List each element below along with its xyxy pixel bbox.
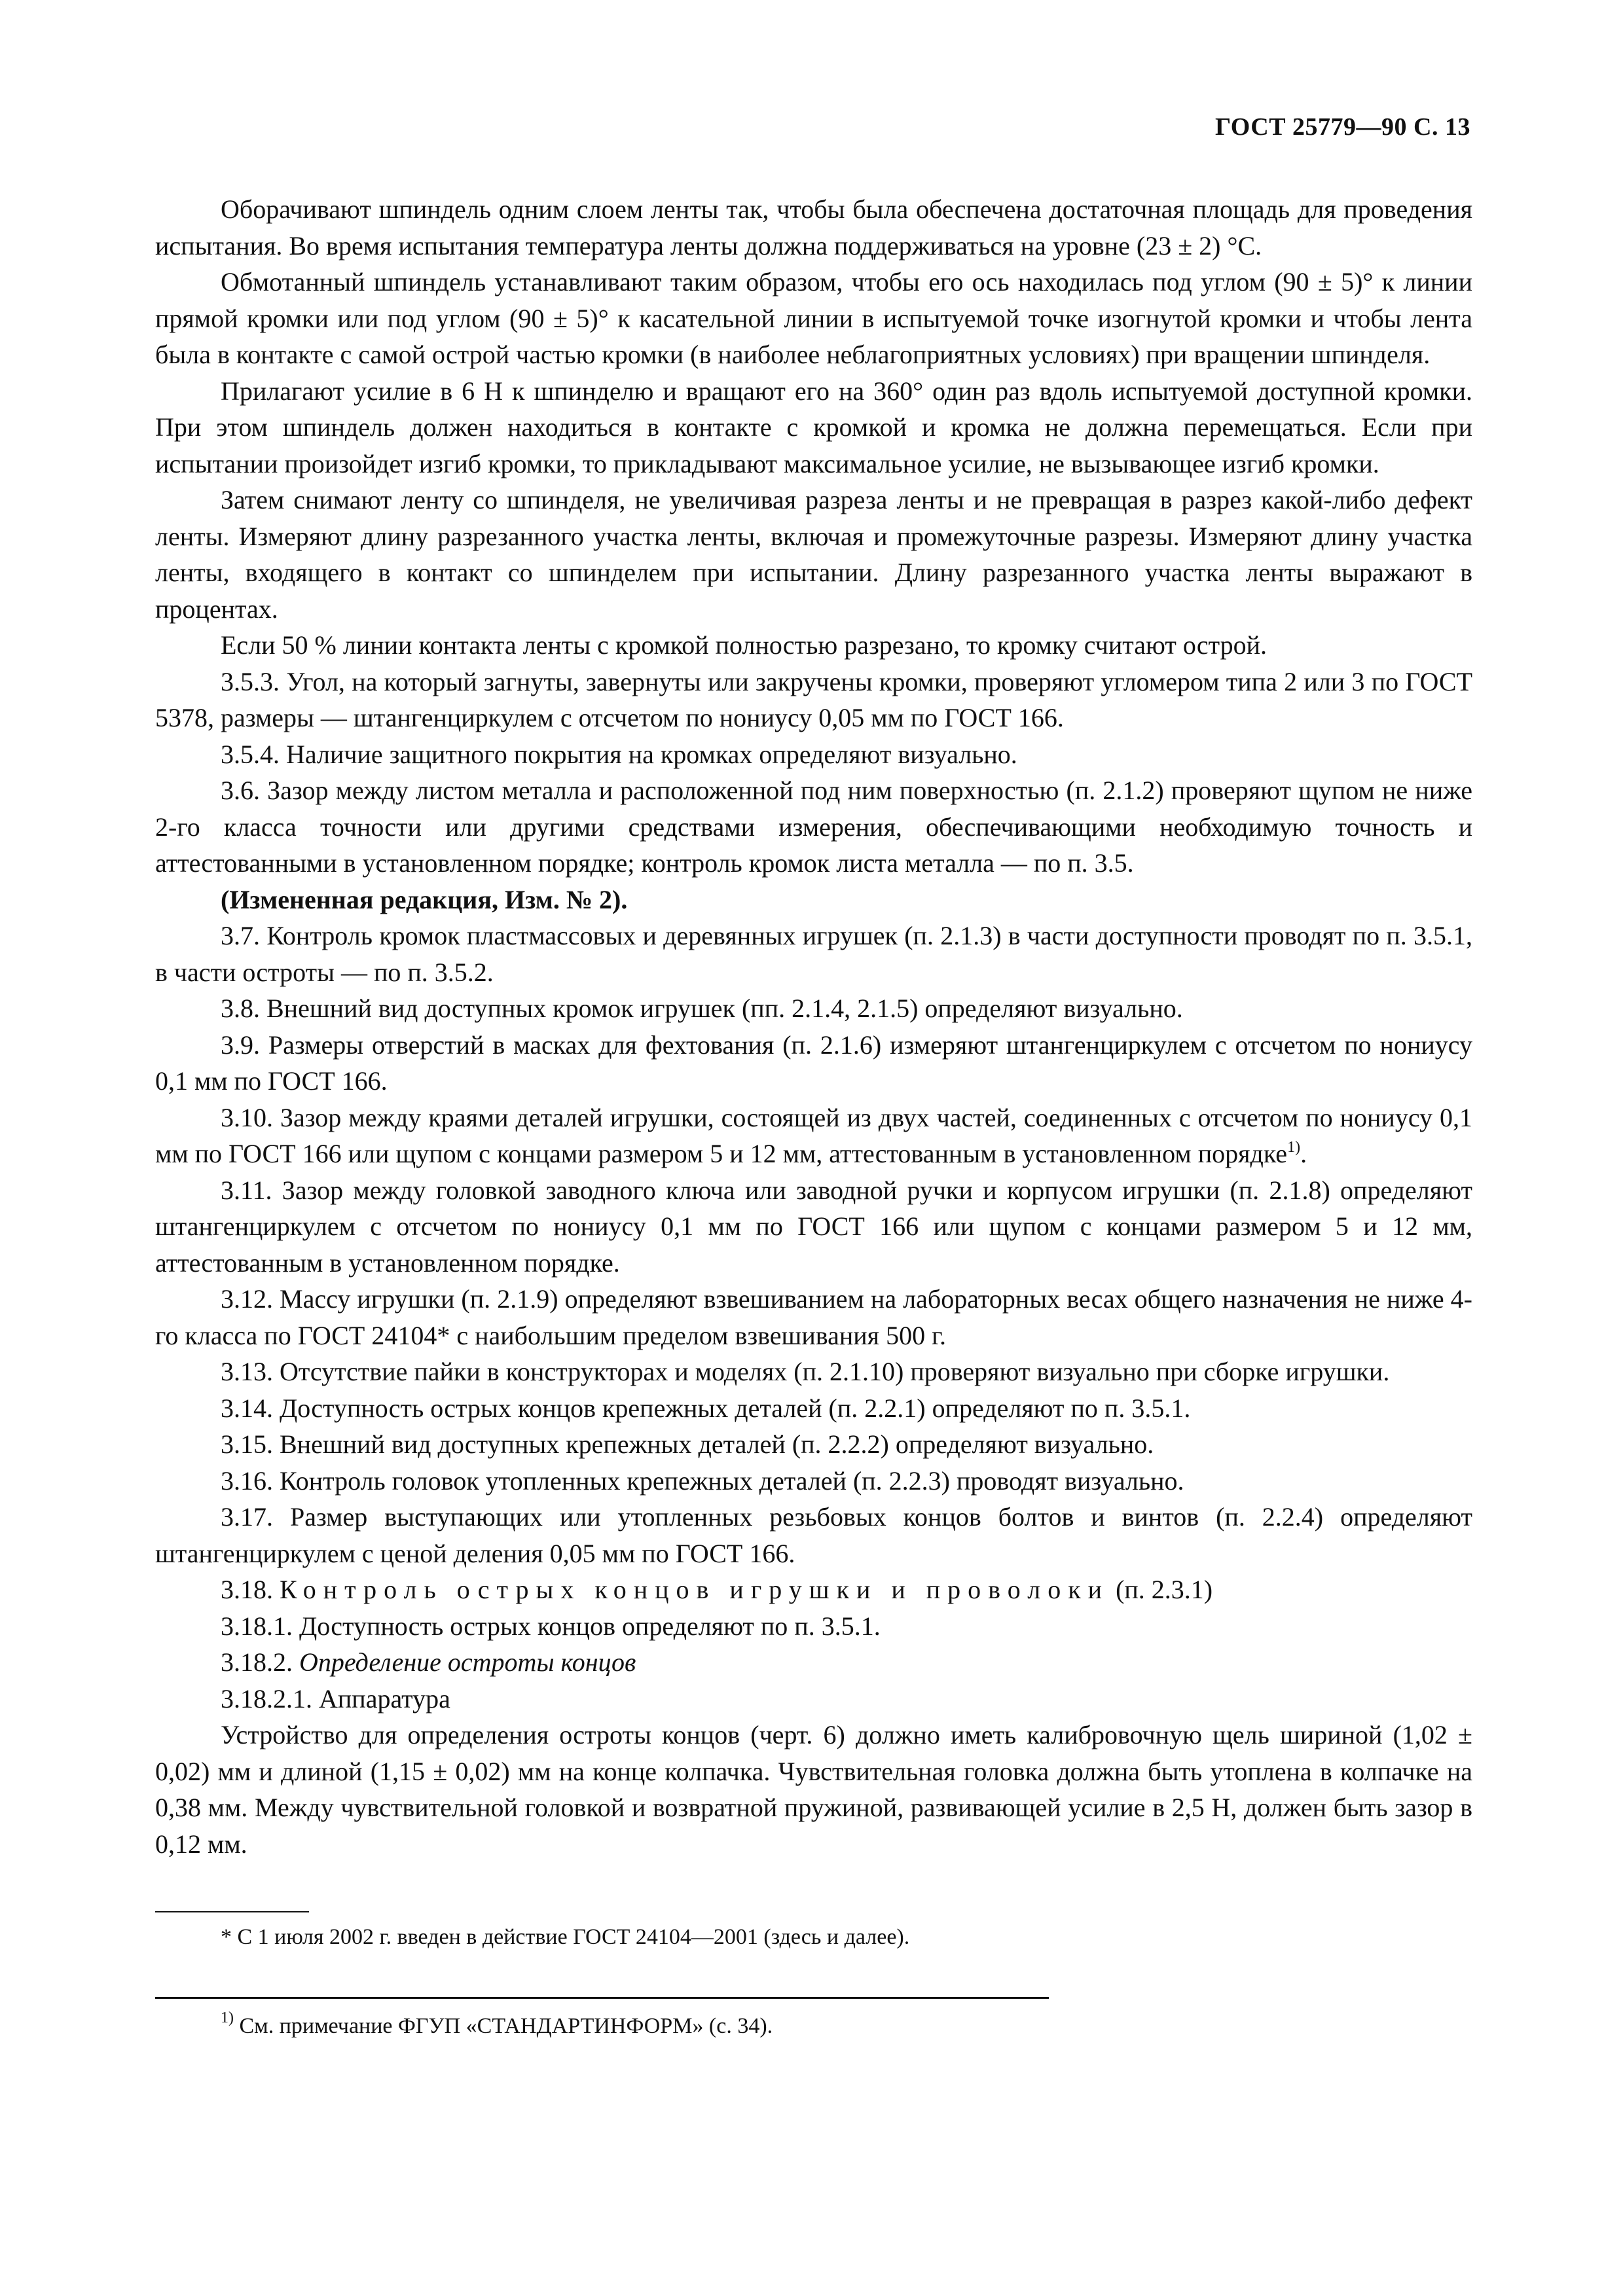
paragraph: 3.12. Массу игрушки (п. 2.1.9) определяют взвешиванием на лабораторных весах общего назначения не ниже 4-го класса по ГОСТ 24104* с наибольшим пределом взвешивания 500 г. (155, 1284, 1472, 1350)
paragraph: 3.8. Внешний вид доступных кромок игрушек (пп. 2.1.4, 2.1.5) определяют визуально. (221, 994, 1183, 1023)
paragraph: 3.14. Доступность острых концов крепежных деталей (п. 2.2.1) определяют по п. 3.5.1. (221, 1393, 1191, 1423)
paragraph: 3.16. Контроль головок утопленных крепежных деталей (п. 2.2.3) проводят визуально. (221, 1465, 1184, 1496)
footnote-divider (155, 1997, 1049, 1999)
document-body (155, 191, 1472, 1862)
footnote-ref: 1) (1287, 1139, 1301, 1156)
section-ref: (п. 2.3.1) (1116, 1575, 1213, 1604)
amendment-note: (Измененная редакция, Изм. № 2). (221, 884, 628, 914)
paragraph: Если 50 % линии контакта ленты с кромкой полностью разрезано, то кромку считают острой. (221, 630, 1267, 660)
paragraph: 3.5.3. Угол, на который загнуты, завернуты или закручены кромки, проверяют угломером типа 2 или 3 по ГОСТ 5378, размеры — штангенциркулем с отсчетом по нониусу 0,05 мм по ГОСТ 166. (155, 666, 1472, 732)
section-heading (155, 1571, 1472, 1608)
paragraph-text: 3.10. Зазор между краями деталей игрушки, состоящей из двух частей, соединенных с отсчетом по нониусу 0,1 мм по ГОСТ 166 или щупом с концами размером 5 и 12 мм, аттестованным в установленном порядке (155, 1102, 1472, 1168)
footnote: * С 1 июля 2002 г. введен в действие ГОСТ 24104—2001 (здесь и далее). (221, 1925, 910, 1949)
paragraph (155, 1100, 1472, 1172)
paragraph: 3.5.4. Наличие защитного покрытия на кромках определяют визуально. (221, 739, 1017, 769)
footnote (221, 2009, 773, 2041)
subsection-heading (155, 1644, 1472, 1681)
paragraph: Прилагают усилие в 6 Н к шпинделю и вращают его на 360° один раз вдоль испытуемой доступной кромки. При этом шпиндель должен находиться в контакте с кромкой и кромка не должна перемещаться. Если при испытании произойдет изгиб кромки, то прикладывают максимальное усилие, не вызывающее изгиб кромки. (155, 376, 1472, 478)
subsection-number: 3.18.2. (221, 1647, 293, 1677)
footnote-divider (155, 1911, 309, 1912)
paragraph: 3.9. Размеры отверстий в масках для фехтования (п. 2.1.6) измеряют штангенциркулем с отсчетом по нониусу 0,1 мм по ГОСТ 166. (155, 1030, 1472, 1096)
section-title: Контроль острых концов игрушки и проволоки (280, 1575, 1110, 1604)
paragraph: 3.18.2.1. Аппаратура (221, 1683, 450, 1713)
paragraph: Устройство для определения остроты концов (черт. 6) должно иметь калибровочную щель шириной (1,02 ± 0,02) мм и длиной (1,15 ± 0,02) мм на конце колпачка. Чувствительная головка должна быть утоплена в колпачке на 0,38 мм. Между чувствительной головкой и возвратной пружиной, развивающей усилие в 2,5 Н, должен быть зазор в 0,12 мм. (155, 1720, 1472, 1859)
paragraph: 3.13. Отсутствие пайки в конструкторах и моделях (п. 2.1.10) проверяют визуально при сборке игрушки. (221, 1357, 1390, 1386)
paragraph: 3.6. Зазор между листом металла и расположенной под ним поверхностью (п. 2.1.2) проверяют щупом не ниже 2-го класса точности или другими средствами измерения, обеспечивающими необходимую точность и аттестованными в установленном порядке; контроль кромок листа металла — по п. 3.5. (155, 776, 1472, 878)
paragraph: 3.17. Размер выступающих или утопленных резьбовых концов болтов и винтов (п. 2.2.4) определяют штангенциркулем с ценой деления 0,05 мм по ГОСТ 166. (155, 1502, 1472, 1568)
paragraph: 3.18.1. Доступность острых концов определяют по п. 3.5.1. (221, 1611, 881, 1641)
paragraph: Оборачивают шпиндель одним слоем ленты так, чтобы была обеспечена достаточная площадь для проведения испытания. Во время испытания температура ленты должна поддерживаться на уровне (23 ± 2) °С. (155, 194, 1472, 260)
footnote-marker: 1) (221, 2009, 234, 2026)
paragraph: 3.7. Контроль кромок пластмассовых и деревянных игрушек (п. 2.1.3) в части доступности проводят по п. 3.5.1, в части остроты — по п. 3.5.2. (155, 921, 1472, 987)
paragraph: Обмотанный шпиндель устанавливают таким образом, чтобы его ось находилась под углом (90 ± 5)° к линии прямой кромки или под углом (90 ± 5)° к касательной линии в испытуемой точке изогнутой кромки и чтобы лента была в контакте с самой острой частью кромки (в наиболее неблагоприятных условиях) при вращении шпинделя. (155, 267, 1472, 369)
subsection-title: Определение остроты концов (299, 1647, 636, 1677)
section-number: 3.18. (221, 1575, 273, 1604)
paragraph: Затем снимают ленту со шпинделя, не увеличивая разреза ленты и не превращая в разрез какой-либо дефект ленты. Измеряют длину разрезанного участка ленты, включая и промежуточные разрезы. Измеряют длину участка ленты, входящего в контакт со шпинделем при испытании. Длину разрезанного участка ленты выражают в процентах. (155, 485, 1472, 624)
paragraph-end: . (1300, 1139, 1307, 1168)
page-header: ГОСТ 25779—90 С. 13 (1215, 113, 1470, 141)
footnote-text: См. примечание ФГУП «СТАНДАРТИНФОРМ» (с. 34). (239, 2014, 773, 2038)
paragraph: 3.11. Зазор между головкой заводного ключа или заводной ручки и корпусом игрушки (п. 2.1.8) определяют штангенциркулем с отсчетом по нониусу 0,1 мм по ГОСТ 166 или щупом с концами размером 5 и 12 мм, аттестованным в установленном порядке. (155, 1175, 1472, 1278)
paragraph: 3.15. Внешний вид доступных крепежных деталей (п. 2.2.2) определяют визуально. (221, 1429, 1154, 1459)
